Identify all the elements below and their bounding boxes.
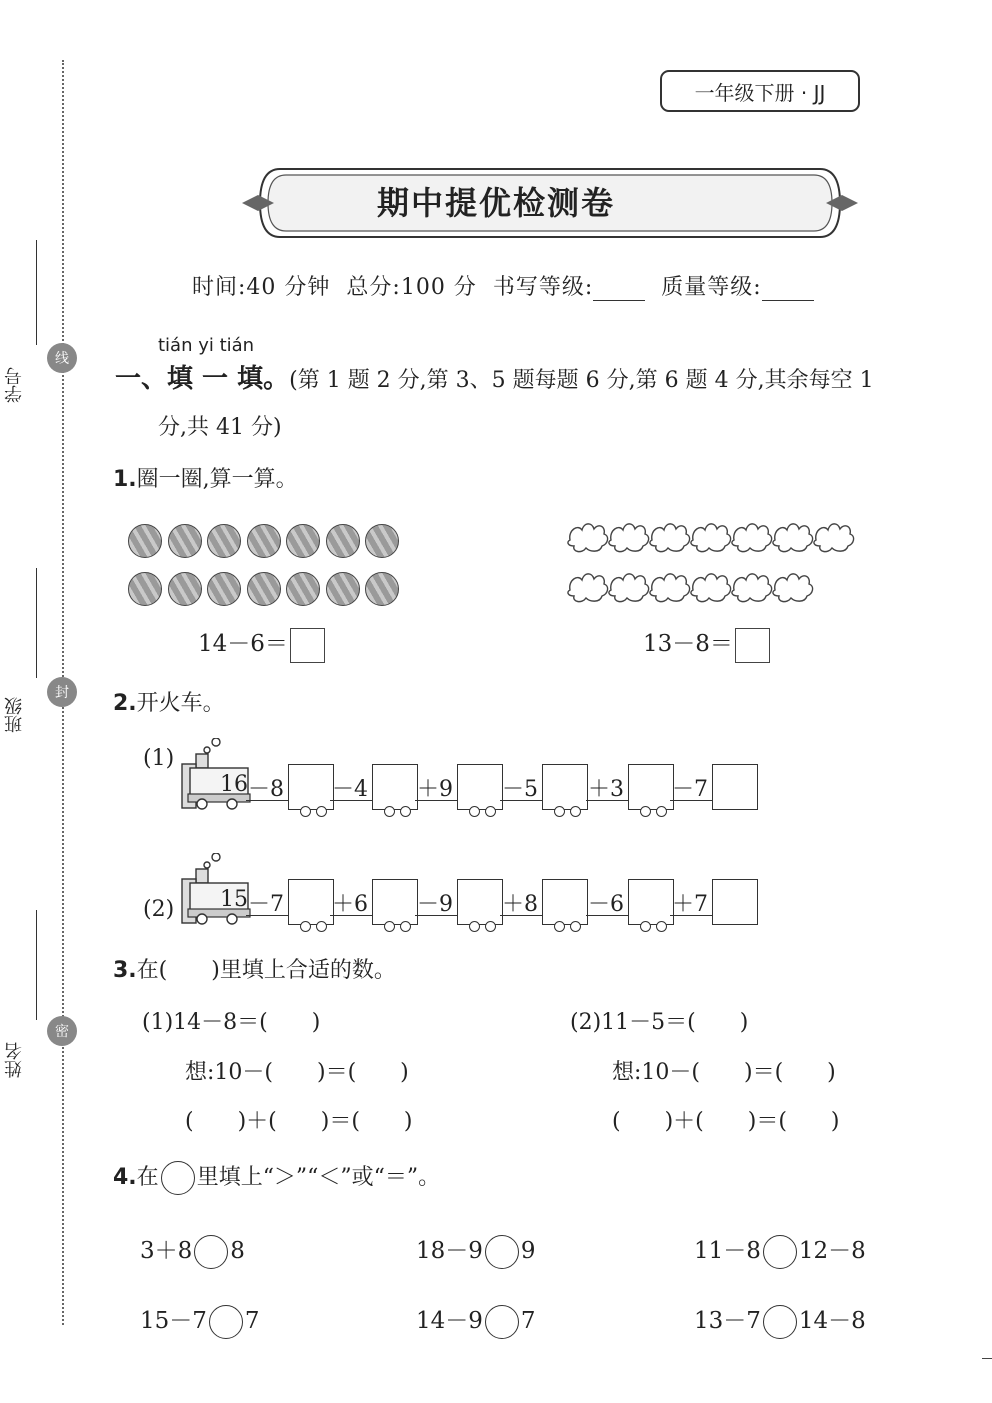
leaf-item[interactable] — [650, 524, 690, 552]
train-row-1 — [0, 740, 992, 810]
seal-secret: 密 — [47, 1016, 77, 1046]
q1-number: 1. — [113, 467, 137, 492]
q4-comparison-item — [694, 1232, 866, 1269]
wheel-icon — [485, 921, 496, 932]
ball-item[interactable] — [365, 524, 399, 558]
page-title: 期中提优检测卷 — [376, 184, 615, 222]
student-no-blank[interactable] — [36, 240, 37, 345]
q4-answer-circle[interactable] — [763, 1305, 797, 1339]
q4-prompt — [113, 1160, 440, 1195]
q4-comparison-item — [140, 1302, 260, 1339]
train-answer-box[interactable] — [712, 879, 758, 925]
train-operation: ＋3 — [588, 777, 624, 802]
q4-answer-circle[interactable] — [194, 1235, 228, 1269]
q4-left-expr: 14－9 — [416, 1308, 483, 1334]
wheel-icon — [316, 921, 327, 932]
wheel-icon — [656, 921, 667, 932]
q3-prompt — [113, 953, 396, 984]
train-operation: ＋9 — [417, 777, 453, 802]
q4-right-expr: 7 — [244, 1308, 260, 1334]
train-operation: －6 — [588, 892, 624, 917]
train-operation: ＋7 — [672, 892, 708, 917]
wheel-icon — [469, 806, 480, 817]
name-label: 姓名 — [4, 1042, 25, 1078]
seal-seal: 封 — [47, 677, 77, 707]
ball-item[interactable] — [168, 572, 202, 606]
train-answer-box[interactable] — [372, 764, 418, 810]
class-blank[interactable] — [36, 568, 37, 678]
q2-number: 2. — [113, 691, 137, 716]
train-answer-box[interactable] — [288, 764, 334, 810]
ball-item[interactable] — [326, 572, 360, 606]
writing-grade-label: 书写等级: — [492, 275, 594, 300]
q1-equation-left — [198, 625, 325, 663]
q3-text: 在( )里填上合适的数。 — [136, 958, 396, 983]
q1-expr-left: 14－6＝ — [198, 631, 288, 657]
q4-left-expr: 18－9 — [416, 1238, 483, 1264]
quality-grade-blank[interactable] — [762, 276, 814, 301]
train-link — [500, 915, 542, 916]
train-link — [670, 915, 712, 916]
q3-right-line2[interactable]: 想:10－( )＝( ) — [612, 1060, 836, 1085]
train-answer-box[interactable] — [542, 879, 588, 925]
q4-right-expr: 8 — [230, 1238, 245, 1264]
q1-prompt — [113, 462, 298, 493]
ball-item[interactable] — [207, 524, 241, 558]
train-operation: －9 — [417, 892, 453, 917]
q4-right-expr: 9 — [520, 1238, 536, 1264]
q3-right-line1[interactable]: (2)11－5＝( ) — [570, 1010, 749, 1035]
wheel-icon — [316, 806, 327, 817]
q4-answer-circle[interactable] — [209, 1305, 243, 1339]
time-limit: 时间:40 分钟 — [192, 275, 331, 300]
q4-comparison-item — [694, 1302, 866, 1339]
train-link — [330, 915, 372, 916]
q1-answer-box-right[interactable] — [735, 628, 770, 663]
seal-line: 线 — [47, 343, 77, 373]
leaf-item[interactable] — [773, 524, 813, 552]
wheel-icon — [384, 921, 395, 932]
train-link — [500, 800, 542, 801]
q4-comparison-item — [416, 1232, 536, 1269]
leaf-item[interactable] — [568, 524, 608, 552]
q4-left-expr: 13－7 — [694, 1308, 761, 1334]
train-link — [415, 800, 457, 801]
train-answer-box[interactable] — [288, 879, 334, 925]
ball-item[interactable] — [207, 572, 241, 606]
ball-item[interactable] — [247, 572, 281, 606]
wheel-icon — [400, 921, 411, 932]
train-operation: －7 — [248, 892, 284, 917]
q2-prompt — [113, 686, 225, 717]
q4-answer-circle[interactable] — [485, 1235, 519, 1269]
q4-answer-circle[interactable] — [485, 1305, 519, 1339]
ball-item[interactable] — [286, 572, 320, 606]
train-answer-box[interactable] — [628, 764, 674, 810]
ball-item[interactable] — [168, 524, 202, 558]
q4-right-expr: 12－8 — [798, 1238, 866, 1264]
wheel-icon — [469, 921, 480, 932]
wheel-icon — [554, 806, 565, 817]
train-start-number: 16 — [220, 772, 248, 797]
train-answer-box[interactable] — [628, 879, 674, 925]
q1-text: 圈一圈,算一算。 — [136, 467, 298, 492]
train-answer-box[interactable] — [457, 764, 503, 810]
train-operation: －4 — [332, 777, 368, 802]
train-answer-box[interactable] — [457, 879, 503, 925]
q4-text-after: 里填上“＞”“＜”或“＝”。 — [196, 1165, 441, 1190]
section-scoring: (第 1 题 2 分,第 3、5 题每题 6 分,第 6 题 4 分,其余每空 1 — [289, 368, 874, 393]
grade-badge: 一年级下册 · JJ — [660, 70, 860, 112]
train-link — [246, 915, 288, 916]
train-link — [586, 915, 628, 916]
leaf-item[interactable] — [814, 524, 854, 552]
q4-left-expr: 3＋8 — [140, 1238, 193, 1264]
train-label: (2) — [143, 897, 175, 922]
wheel-icon — [570, 806, 581, 817]
q4-comparison-item — [140, 1232, 245, 1269]
ball-item[interactable] — [326, 524, 360, 558]
quality-grade-label: 质量等级: — [661, 275, 762, 300]
train-link — [246, 800, 288, 801]
train-operation: －7 — [672, 777, 708, 802]
train-start-number: 15 — [220, 887, 248, 912]
train-row-2 — [0, 855, 992, 925]
wheel-icon — [570, 921, 581, 932]
train-label: (1) — [143, 746, 175, 771]
q4-left-expr: 15－7 — [140, 1308, 207, 1334]
q4-right-expr: 7 — [520, 1308, 536, 1334]
train-answer-box[interactable] — [542, 764, 588, 810]
section-heading — [115, 358, 874, 395]
train-answer-box[interactable] — [372, 879, 418, 925]
q4-left-expr: 11－8 — [694, 1238, 761, 1264]
q1-answer-box-left[interactable] — [290, 628, 325, 663]
wheel-icon — [300, 806, 311, 817]
class-label: 班级 — [4, 697, 25, 733]
leaf-item[interactable] — [691, 524, 731, 552]
section-title: 一、填 一 填 — [115, 364, 264, 394]
train-link — [586, 800, 628, 801]
wheel-icon — [300, 921, 311, 932]
leaf-item[interactable] — [609, 524, 649, 552]
leaf-item[interactable] — [609, 574, 649, 602]
student-no-label: 学号 — [4, 367, 25, 403]
q2-text: 开火车。 — [136, 691, 225, 716]
wheel-icon — [384, 806, 395, 817]
section-scoring-cont: 分,共 41 分) — [158, 415, 282, 440]
wheel-icon — [485, 806, 496, 817]
ball-item[interactable] — [365, 572, 399, 606]
wheel-icon — [640, 921, 651, 932]
ball-item[interactable] — [286, 524, 320, 558]
ball-item[interactable] — [128, 572, 162, 606]
wheel-icon — [656, 806, 667, 817]
wheel-icon — [554, 921, 565, 932]
train-answer-box[interactable] — [712, 764, 758, 810]
q1-expr-right: 13－8＝ — [643, 631, 733, 657]
leaf-item[interactable] — [650, 574, 690, 602]
q4-right-expr: 14－8 — [798, 1308, 866, 1334]
q3-right-line3[interactable]: ( )＋( )＝( ) — [612, 1109, 840, 1134]
q3-number: 3. — [113, 958, 137, 983]
section-pinyin: tián yi tián — [158, 335, 255, 356]
name-blank[interactable] — [36, 910, 37, 1020]
wheel-icon — [640, 806, 651, 817]
train-operation: ＋8 — [502, 892, 538, 917]
ball-item[interactable] — [247, 524, 281, 558]
q4-sample-circle — [161, 1161, 195, 1195]
exam-meta — [192, 270, 814, 301]
leaf-item[interactable] — [732, 574, 772, 602]
train-link — [330, 800, 372, 801]
q4-text-before: 在 — [136, 1165, 159, 1190]
leaf-item[interactable] — [773, 574, 813, 602]
ball-item[interactable] — [128, 524, 162, 558]
train-operation: －8 — [248, 777, 284, 802]
leaf-group — [566, 518, 866, 610]
section-title-mark: 。 — [263, 364, 290, 394]
q3-left-line1[interactable]: (1)14－8＝( ) — [142, 1010, 321, 1035]
leaf-item[interactable] — [568, 574, 608, 602]
q4-answer-circle[interactable] — [763, 1235, 797, 1269]
q3-left-line2[interactable]: 想:10－( )＝( ) — [185, 1060, 409, 1085]
page-edge-mark — [982, 1358, 992, 1359]
q1-equation-right — [643, 625, 770, 663]
train-link — [670, 800, 712, 801]
train-operation: －5 — [502, 777, 538, 802]
leaf-item[interactable] — [732, 524, 772, 552]
train-operation: ＋6 — [332, 892, 368, 917]
wheel-icon — [400, 806, 411, 817]
q4-comparison-item — [416, 1302, 536, 1339]
q4-number: 4. — [113, 1165, 137, 1190]
leaf-item[interactable] — [691, 574, 731, 602]
train-link — [415, 915, 457, 916]
total-score: 总分:100 分 — [346, 275, 477, 300]
q3-left-line3[interactable]: ( )＋( )＝( ) — [185, 1109, 413, 1134]
writing-grade-blank[interactable] — [593, 276, 645, 301]
